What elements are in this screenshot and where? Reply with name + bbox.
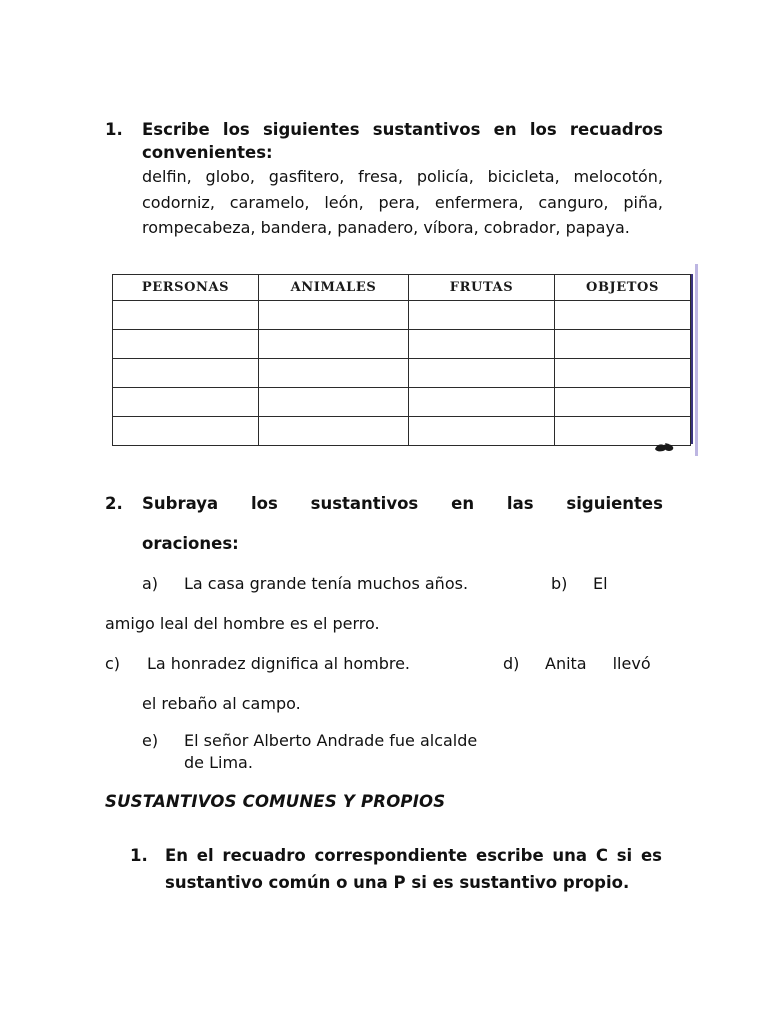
table-cell[interactable]: [409, 417, 555, 446]
exercise-1-title: Escribe los siguientes sustantivos en los recuadros convenientes:: [142, 120, 663, 162]
table-cell[interactable]: [259, 301, 409, 330]
table-cell[interactable]: [113, 301, 259, 330]
classification-table-wrapper: [112, 274, 690, 446]
table-cell[interactable]: [113, 330, 259, 359]
sentence-c: [105, 654, 410, 673]
exercise-3: [130, 842, 662, 896]
table-row: [113, 359, 691, 388]
exercise-2-number: 2.: [105, 494, 123, 513]
sentence-text-c: La honradez dignifica al hombre.: [147, 654, 411, 673]
sentence-label-a: a): [142, 574, 159, 593]
title-word: las: [506, 494, 534, 513]
sentence-label-d: d): [503, 654, 520, 673]
sentence-a: [142, 574, 468, 593]
table-cell[interactable]: [555, 301, 691, 330]
sentence-b: [551, 564, 608, 604]
margin-marker-bar: [695, 264, 698, 456]
sentence-text-a: La casa grande tenía muchos años.: [184, 574, 469, 593]
sentence-e-line2: de Lima.: [184, 753, 253, 772]
sentence-e-line1: [142, 730, 663, 752]
sentence-label-e: e): [142, 731, 159, 750]
sentence-text-d-part2: llevó: [612, 654, 651, 673]
exercise-1-word-list: delfin, globo, gasfitero, fresa, policía, bicicleta, melocotón, codorniz, caramelo, león, pera, enfermera, canguro, piña, rompecabeza, bandera, panadero, víbora, cobrador, papaya.: [142, 167, 663, 237]
table-cell[interactable]: [409, 301, 555, 330]
table-cell[interactable]: [409, 388, 555, 417]
sentence-label-b: b): [551, 574, 568, 593]
table-header-row: [113, 275, 691, 301]
table-row: [113, 301, 691, 330]
sentence-row-c-d: [105, 644, 663, 684]
sentence-d-continuation: el rebaño al campo.: [142, 694, 301, 713]
exercise-1-number: 1.: [105, 120, 123, 139]
table-cell[interactable]: [555, 388, 691, 417]
exercise-3-number: 1.: [130, 846, 148, 865]
section-heading: SUSTANTIVOS COMUNES Y PROPIOS: [105, 792, 446, 811]
sentence-b-continuation: amigo leal del hombre es el perro.: [105, 614, 380, 633]
table-header-personas: PERSONAS: [113, 275, 259, 301]
sentence-d: [503, 644, 651, 684]
table-cell[interactable]: [259, 330, 409, 359]
table-header-animales: ANIMALES: [259, 275, 409, 301]
table-row: [113, 330, 691, 359]
sentence-text-d-part1: Anita: [545, 654, 587, 673]
table-right-edge-line: [691, 274, 693, 444]
exercise-3-text: En el recuadro correspondiente escribe una C si es sustantivo común o una P si es sustantivo propio.: [165, 846, 662, 892]
sentence-label-c: c): [105, 654, 121, 673]
title-word: los: [250, 494, 278, 513]
sentence-text-b: El: [593, 574, 608, 593]
ink-smudge-icon: [652, 441, 676, 454]
sentence-e: [142, 730, 663, 774]
exercise-1-heading: [105, 118, 663, 164]
table-cell[interactable]: [409, 330, 555, 359]
table-cell[interactable]: [113, 388, 259, 417]
sentence-row-a-b: [105, 564, 663, 604]
table-cell[interactable]: [259, 359, 409, 388]
table-row: [113, 388, 691, 417]
title-word: en: [451, 494, 475, 513]
table-cell[interactable]: [113, 359, 259, 388]
table-cell[interactable]: [259, 417, 409, 446]
exercise-2-title-line1: [142, 484, 663, 524]
title-word: Subraya: [142, 494, 219, 513]
title-word: siguientes: [566, 494, 663, 513]
sentence-text-e-line1: El señor Alberto Andrade fue alcalde: [184, 731, 478, 750]
table-header-frutas: FRUTAS: [409, 275, 555, 301]
table-cell[interactable]: [113, 417, 259, 446]
exercise-2: [105, 484, 663, 774]
title-word: sustantivos: [310, 494, 419, 513]
table-cell[interactable]: [555, 330, 691, 359]
table-cell[interactable]: [409, 359, 555, 388]
exercise-2-title-line2: oraciones:: [142, 534, 239, 553]
exercise-2-heading: [105, 484, 663, 524]
exercise-1: [105, 118, 663, 241]
table-body: [113, 301, 691, 446]
table-header-objetos: OBJETOS: [555, 275, 691, 301]
table-cell[interactable]: [259, 388, 409, 417]
classification-table: [112, 274, 691, 446]
table-row: [113, 417, 691, 446]
table-cell[interactable]: [555, 359, 691, 388]
